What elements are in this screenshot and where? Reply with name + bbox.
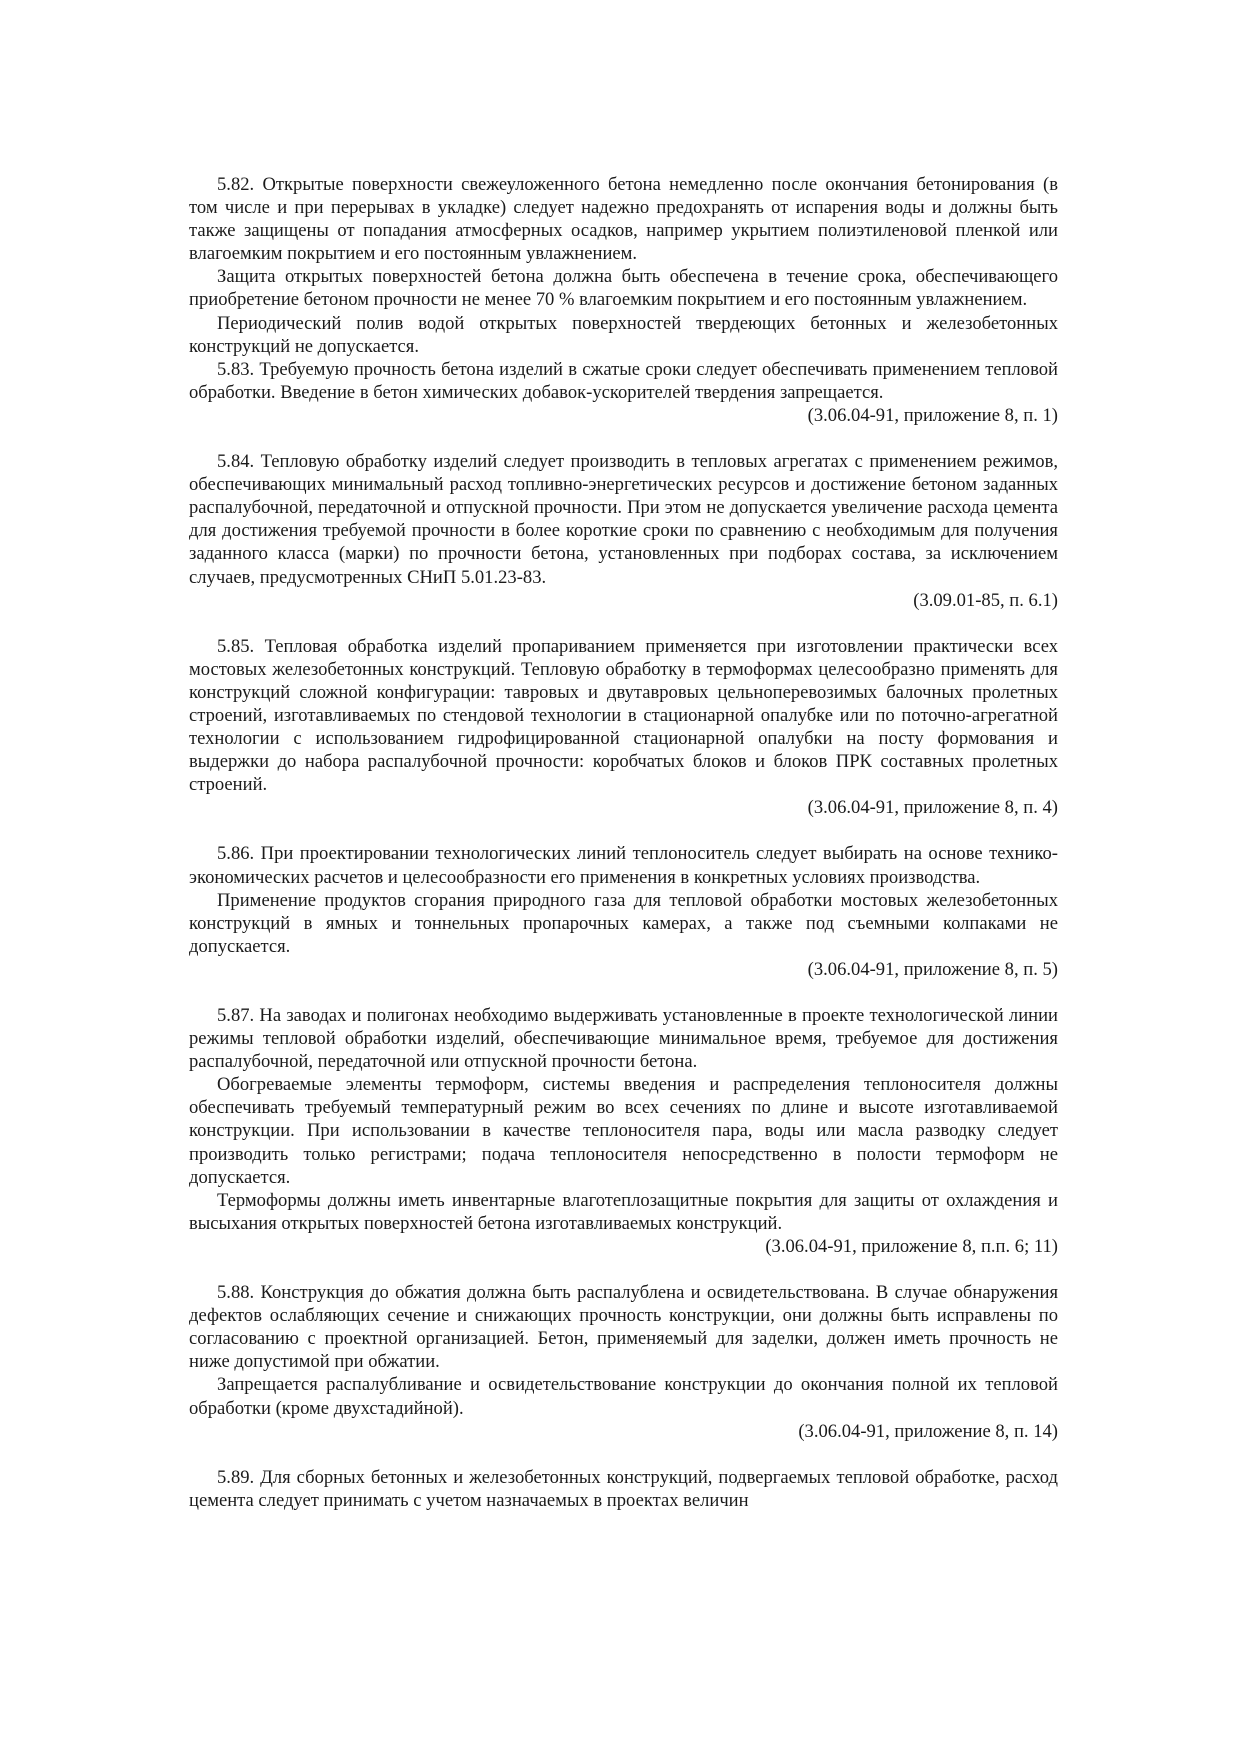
paragraph: 5.89. Для сборных бетонных и железобетонных конструкций, подвергаемых тепловой обработке, расход цемента следует принимать с учетом назначаемых в проектах величин xyxy=(189,1466,1058,1511)
paragraph: 5.87. На заводах и полигонах необходимо выдерживать установленные в проекте технологической линии режимы тепловой обработки изделий, обеспечивающие минимальное время, требуемое для достижения распалубочной, передаточной или отпускной прочности бетона. xyxy=(189,1005,1058,1073)
section-5-86 xyxy=(189,842,1058,981)
document-page xyxy=(189,173,1058,1512)
paragraph: 5.85. Тепловая обработка изделий пропариванием применяется при изготовлении практически всех мостовых железобетонных конструкций. Тепловую обработку в термоформах целесообразно применять для конструкций сложной конфигурации: тавровых и двутавровых цельноперевозимых балочных пролетных строений, изготавливаемых по стендовой технологии в стационарной опалубке или по поточно-агрегатной технологии с использованием гидрофицированной стационарной опалубки на посту формования и выдержки до набора распалубочной прочности: коробчатых блоков и блоков ПРК составных пролетных строений. xyxy=(189,635,1058,796)
paragraph: 5.88. Конструкция до обжатия должна быть распалублена и освидетельствована. В случае обнаружения дефектов ослабляющих сечение и снижающих прочность конструкции, они должны быть исправлены по согласованию с проектной организацией. Бетон, применяемый для заделки, должен иметь прочность не ниже допустимой при обжатии. xyxy=(189,1282,1058,1373)
paragraph: 5.82. Открытые поверхности свежеуложенного бетона немедленно после окончания бетонирования (в том числе и при перерывах в укладке) следует надежно предохранять от испарения воды и должны быть также защищены от попадания атмосферных осадков, например укрытием полиэтиленовой пленкой или влагоемким покрытием и его постоянным увлажнением. xyxy=(189,174,1058,265)
paragraph: Термоформы должны иметь инвентарные влаготеплозащитные покрытия для защиты от охлаждения и высыхания открытых поверхностей бетона изготавливаемых конструкций. xyxy=(189,1189,1058,1234)
section-5-88 xyxy=(189,1281,1058,1443)
source-reference: (3.06.04-91, приложение 8, п. 4) xyxy=(807,797,1058,819)
section-5-87 xyxy=(189,1004,1058,1258)
source-reference: (3.06.04-91, приложение 8, п.п. 6; 11) xyxy=(765,1235,1058,1257)
source-reference: (3.06.04-91, приложение 8, п. 14) xyxy=(798,1420,1058,1442)
paragraph: Защита открытых поверхностей бетона должна быть обеспечена в течение срока, обеспечивающего приобретение бетоном прочности не менее 70 % влагоемким покрытием и его постоянным увлажнением. xyxy=(189,266,1058,311)
paragraph: Обогреваемые элементы термоформ, системы введения и распределения теплоносителя должны обеспечивать требуемый температурный режим во всех сечениях по длине и высоте изготавливаемой конструкции. При использовании в качестве теплоносителя пара, воды или масла разводку следует производить только регистрами; подача теплоносителя непосредственно в полости термоформ не допускается. xyxy=(189,1074,1058,1188)
paragraph: 5.83. Требуемую прочность бетона изделий в сжатые сроки следует обеспечивать применением тепловой обработки. Введение в бетон химических добавок-ускорителей твердения запрещается. xyxy=(189,358,1058,403)
paragraph: 5.86. При проектировании технологических линий теплоноситель следует выбирать на основе технико-экономических расчетов и целесообразности его применения в конкретных условиях производства. xyxy=(189,843,1058,888)
source-reference: (3.06.04-91, приложение 8, п. 5) xyxy=(807,958,1058,980)
section-5-84 xyxy=(189,450,1058,612)
paragraph: Запрещается распалубливание и освидетельствование конструкции до окончания полной их тепловой обработки (кроме двухстадийной). xyxy=(189,1374,1058,1419)
section-5-89 xyxy=(189,1466,1058,1512)
paragraph: Применение продуктов сгорания природного газа для тепловой обработки мостовых железобетонных конструкций в ямных и тоннельных пропарочных камерах, а также под съемными колпаками не допускается. xyxy=(189,889,1058,957)
section-5-82 xyxy=(189,173,1058,427)
source-reference: (3.09.01-85, п. 6.1) xyxy=(913,589,1058,611)
paragraph: Периодический полив водой открытых поверхностей твердеющих бетонных и железобетонных конструкций не допускается. xyxy=(189,312,1058,357)
paragraph: 5.84. Тепловую обработку изделий следует производить в тепловых агрегатах с применением режимов, обеспечивающих минимальный расход топливно-энергетических ресурсов и достижение бетоном заданных распалубочной, передаточной и отпускной прочности. При этом не допускается увеличение расхода цемента для достижения требуемой прочности в более короткие сроки по сравнению с необходимым для получения заданного класса (марки) по прочности бетона, установленных при подборах состава, за исключением случаев, предусмотренных СНиП 5.01.23-83. xyxy=(189,451,1058,588)
source-reference: (3.06.04-91, приложение 8, п. 1) xyxy=(807,404,1058,426)
section-5-85 xyxy=(189,635,1058,820)
